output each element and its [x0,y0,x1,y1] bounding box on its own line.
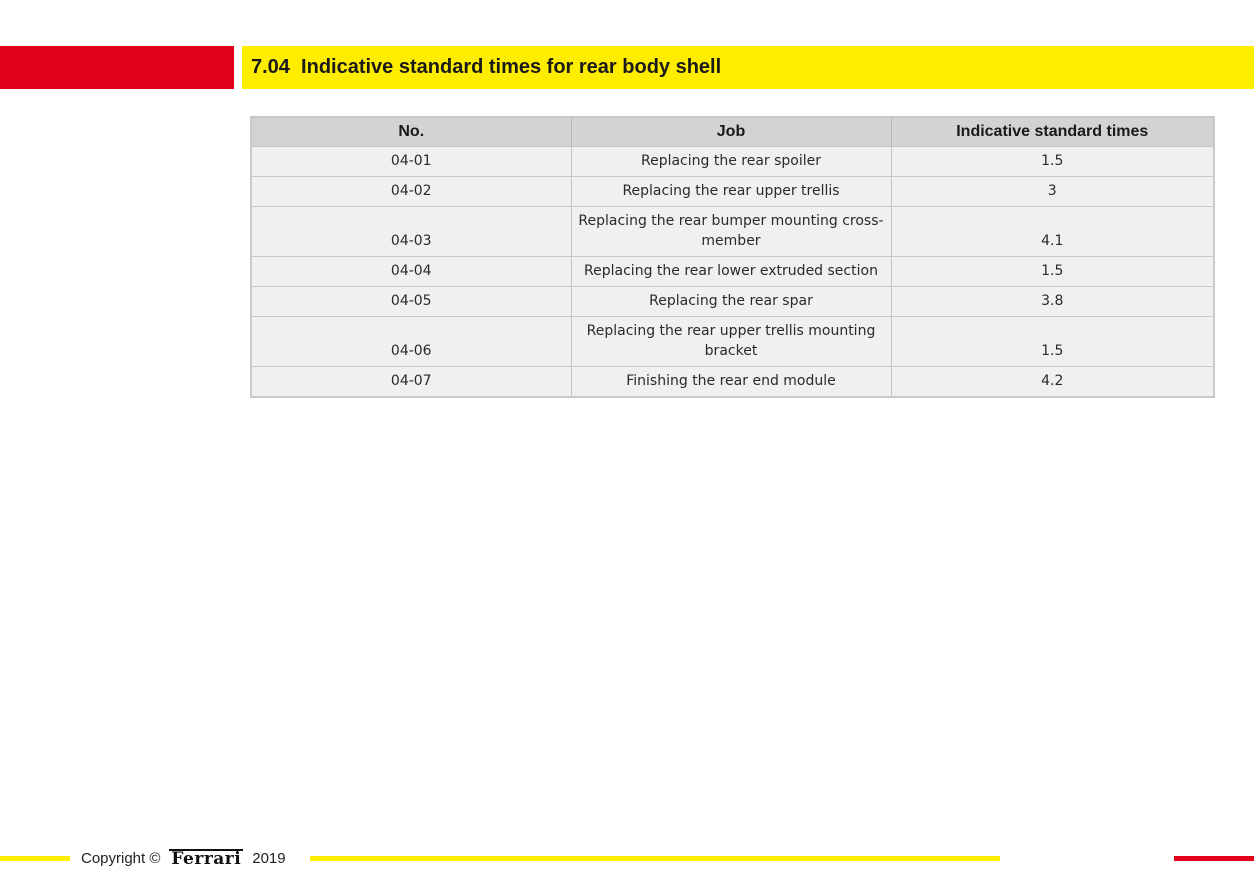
header-red-bar [0,46,234,89]
copyright-year: 2019 [252,849,286,867]
column-header-job: Job [571,117,891,147]
cell-no: 04-01 [251,147,571,177]
footer-copyright [81,848,286,868]
cell-no: 04-03 [251,207,571,257]
footer-red-line [1174,856,1254,861]
cell-job: Replacing the rear upper trellis [571,177,891,207]
cell-no: 04-06 [251,317,571,367]
cell-no: 04-05 [251,287,571,317]
table-row [251,317,1214,367]
cell-job: Finishing the rear end module [571,367,891,398]
page-title: 7.04 Indicative standard times for rear body shell [251,56,722,78]
cell-time: 1.5 [891,147,1214,177]
table-row [251,287,1214,317]
column-header-no: No. [251,117,571,147]
column-header-time: Indicative standard times [891,117,1214,147]
table-row [251,147,1214,177]
standard-times-table [250,116,1215,398]
cell-job: Replacing the rear spoiler [571,147,891,177]
cell-no: 04-07 [251,367,571,398]
cell-time: 4.1 [891,207,1214,257]
table-row [251,257,1214,287]
cell-job: Replacing the rear spar [571,287,891,317]
table-row [251,207,1214,257]
ferrari-logo: Ferrari [171,849,242,869]
cell-time: 3.8 [891,287,1214,317]
cell-time: 3 [891,177,1214,207]
table-row [251,367,1214,398]
table-row [251,177,1214,207]
cell-job: Replacing the rear upper trellis mounting bracket [571,317,891,367]
footer-yellow-line [310,856,1000,861]
footer-yellow-line-left [0,856,70,861]
table-header-row [251,117,1214,147]
cell-no: 04-04 [251,257,571,287]
cell-job: Replacing the rear lower extruded section [571,257,891,287]
cell-job: Replacing the rear bumper mounting cross-member [571,207,891,257]
title-band [242,46,1254,89]
cell-time: 4.2 [891,367,1214,398]
cell-no: 04-02 [251,177,571,207]
copyright-label: Copyright © [81,849,161,867]
cell-time: 1.5 [891,317,1214,367]
cell-time: 1.5 [891,257,1214,287]
